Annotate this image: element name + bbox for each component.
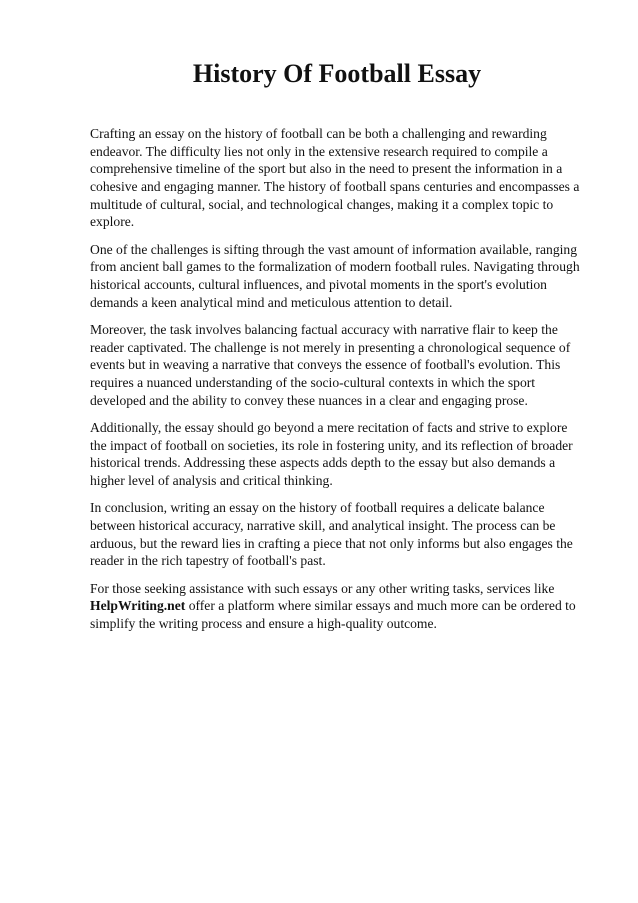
- paragraph-challenges: One of the challenges is sifting through the vast amount of information available, ranging from ancient ball games to the formalization of modern football rules. Navigating through historical accounts, cultural influences, and pivotal moments in the sport's evolution demands a keen analytical mind and meticulous attention to detail.: [90, 241, 580, 310]
- closing-text-after: offer a platform where similar essays and much more can be ordered to simplify the writing process and ensure a high-quality outcome.: [90, 598, 576, 632]
- brand-name: HelpWriting.net: [90, 598, 186, 614]
- paragraph-intro: Crafting an essay on the history of football can be both a challenging and rewarding endeavor. The difficulty lies not only in the extensive research required to compile a comprehensive timeline of the sport but also in the need to present the information in a cohesive and engaging manner. The history of football spans centuries and encompasses a multitude of cultural, social, and technological changes, making it a complex topic to explore.: [90, 126, 580, 230]
- paragraph-closing: [90, 580, 584, 633]
- document-page: [90, 58, 584, 643]
- paragraph-conclusion: In conclusion, writing an essay on the history of football requires a delicate balance between historical accuracy, narrative skill, and analytical insight. The process can be arduous, but the reward lies in crafting a piece that not only informs but also engages the reader in the rich tapestry of football's past.: [90, 500, 573, 569]
- paragraph-balance: Moreover, the task involves balancing factual accuracy with narrative flair to keep the reader captivated. The challenge is not merely in presenting a chronological sequence of events but in weaving a narrative that conveys the essence of football's evolution. This requires a nuanced understanding of the socio-cultural contexts in which the sport developed and the ability to convey these nuances in a clear and engaging prose.: [90, 322, 571, 408]
- document-title: History Of Football Essay: [192, 59, 482, 88]
- paragraph-additional: Additionally, the essay should go beyond a mere recitation of facts and strive to explore the impact of football on societies, its role in fostering unity, and its reflection of broader historical trends. Addressing these aspects adds depth to the essay but also demands a higher level of analysis and critical thinking.: [90, 420, 573, 488]
- closing-text-before: For those seeking assistance with such essays or any other writing tasks, services like: [90, 580, 555, 596]
